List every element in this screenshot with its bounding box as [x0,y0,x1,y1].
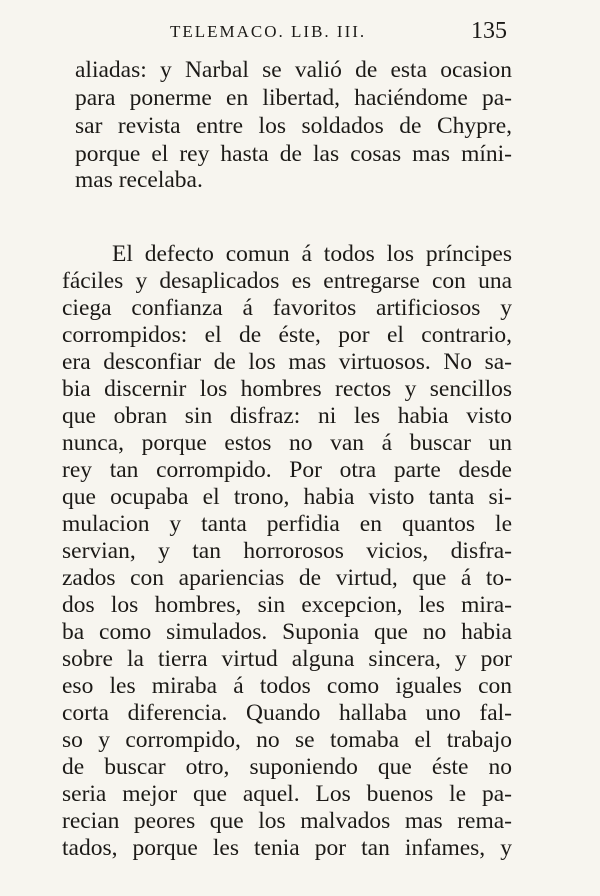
text-line: aliadas: y Narbal se valió de esta ocasion [75,57,512,83]
text-line: tados, porque les tenia por tan infames, y [62,835,512,861]
text-line: seria mejor que aquel. Los buenos le pa- [62,781,512,807]
text-line: bia discernir los hombres rectos y sencillos [62,376,512,402]
text-line: que obran sin disfraz: ni les habia visto [62,403,512,429]
text-line: dos los hombres, sin excepcion, les mira- [62,592,512,618]
text-line: sobre la tierra virtud alguna sincera, y por [62,646,512,672]
text-line: mulacion y tanta perfidia en quantos le [62,511,512,537]
text-line: corta diferencia. Quando hallaba uno fal- [62,700,512,726]
text-line: de buscar otro, suponiendo que éste no [62,754,512,780]
text-line: era desconfiar de los mas virtuosos. No sa- [62,349,512,375]
text-line: rey tan corrompido. Por otra parte desde [62,457,512,483]
page-number: 135 [471,18,507,44]
text-line: que ocupaba el trono, habia visto tanta si- [62,484,512,510]
text-line: corrompidos: el de éste, por el contrario, [62,322,512,348]
text-line: sar revista entre los soldados de Chypre, [75,113,512,139]
text-line: recian peores que los malvados mas rema- [62,808,512,834]
text-line: El defecto comun á todos los príncipes [112,241,512,267]
text-line: eso les miraba á todos como iguales con [62,673,512,699]
text-line: zados con apariencias de virtud, que á to- [62,565,512,591]
text-line: porque el rey hasta de las cosas mas míni- [75,141,512,167]
text-line: para ponerme en libertad, haciéndome pa- [75,85,512,111]
running-head: TELEMACO. LIB. III. [170,22,367,41]
text-line: mas recelaba. [75,167,203,193]
text-line: servian, y tan horrorosos vicios, disfra- [62,538,512,564]
text-line: ba como simulados. Suponia que no habia [62,619,512,645]
text-line: fáciles y desaplicados es entregarse con una [62,268,512,294]
text-line: so y corrompido, no se tomaba el trabajo [62,727,512,753]
text-line: nunca, porque estos no van á buscar un [62,430,512,456]
text-line: ciega confianza á favoritos artificiosos y [62,295,512,321]
